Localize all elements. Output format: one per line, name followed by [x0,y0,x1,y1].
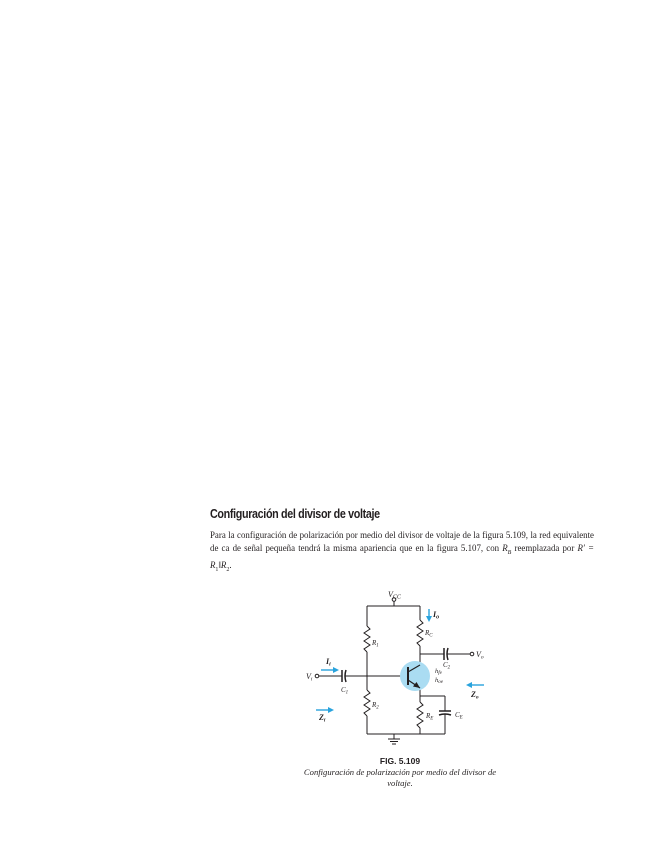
io-arrow-head [426,616,432,622]
r1-resistor [364,626,370,652]
ii-arrow-shaft [321,669,333,670]
zi-arrow-head [328,707,334,713]
io-label: Io [433,610,440,621]
zo-arrow-shaft [472,684,484,685]
zi-arrow-shaft [316,709,328,710]
r2-resistor [364,690,370,716]
parallel-separator: ‖R [218,559,227,570]
io-arrow-shaft [428,609,429,617]
zo-label: Zo [471,690,479,701]
c1-label: $C_1$ [341,686,349,696]
rprime-expression: R′ = R [210,542,594,570]
ii-arrow-head [333,667,339,673]
hfe-label: hfe [435,668,442,677]
ii-label: Ii [326,657,331,668]
rb-symbol: R [502,542,508,553]
r2-subscript: 2 [226,566,230,573]
ce-label: $C_E$ [455,711,463,721]
r1-subscript: 1 [215,566,219,573]
paragraph-end: . [229,559,232,570]
r2-label: $R_2$ [372,701,379,711]
rc-resistor [417,620,423,646]
paragraph-part1: Para la configuración de polarización por medio del divisor de voltaje de la figura 5.109, la red equivalente de ca de señal pequeña tendrá la misma apariencia que en la figura 5.107, con [210,530,594,553]
zi-label: Zi [319,713,326,724]
circuit-figure [305,588,485,748]
re-resistor [417,702,423,728]
section-heading: Configuración del divisor de voltaje [210,507,380,521]
vo-terminal [470,652,474,656]
vcc-label: VCC [388,590,401,601]
circuit-diagram [305,588,485,748]
zo-arrow-head [466,682,472,688]
r1-label: $R_1$ [372,639,379,649]
re-label: $R_E$ [426,712,434,722]
figure-number: FIG. 5.109 [379,756,421,766]
rb-subscript: B [507,549,512,556]
vi-label: Vi [306,672,313,683]
hoe-label: hoe [435,677,443,686]
c2-label: $C_2$ [443,661,451,671]
rc-label: $R_C$ [425,629,433,639]
paragraph-part2: reemplazada por [511,542,578,553]
figure-caption: Configuración de polarización por medio del divisor de voltaje. [303,767,497,788]
body-paragraph [210,529,594,576]
vo-label: Vo [476,650,484,661]
vi-terminal [315,674,319,678]
